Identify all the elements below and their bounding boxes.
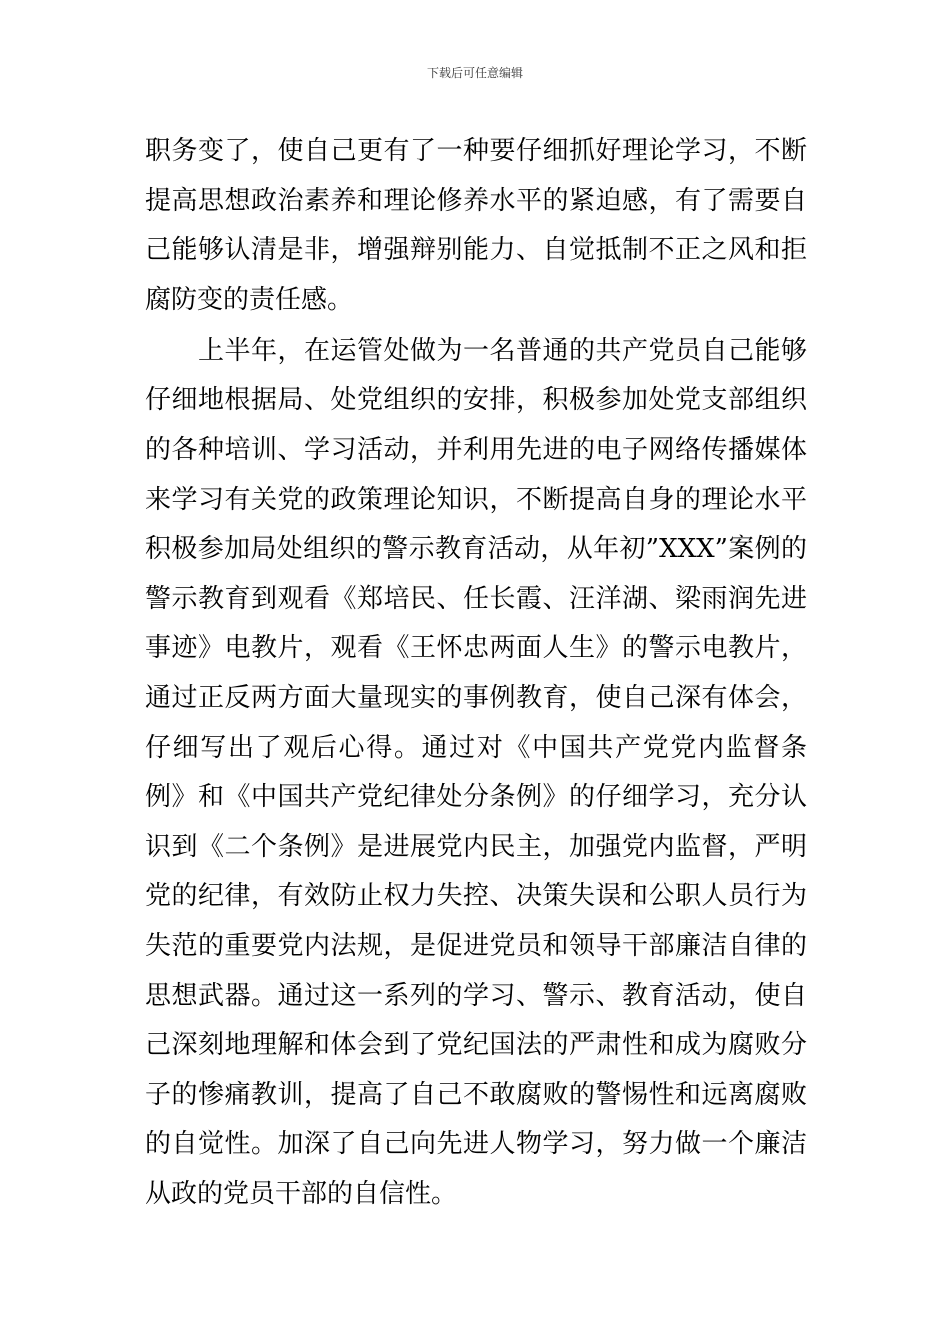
text-line: 职务变了，使自己更有了一种要仔细抓好理论学习，不断 — [145, 136, 807, 166]
text-line: 腐防变的责任感。 — [145, 284, 354, 315]
text-line: 己深刻地理解和体会到了党纪国法的严肃性和成为腐败分 — [145, 1030, 807, 1061]
text-line: 仔细写出了观后心得。通过对《中国共产党党内监督条 — [145, 732, 807, 763]
paragraph-2 — [145, 327, 807, 1220]
text-line: 识到《二个条例》是进展党内民主，加强党内监督，严明 — [145, 831, 807, 862]
text-line: 事迹》电教片，观看《王怀忠两面人生》的警示电教片， — [145, 633, 807, 664]
text-line: 仔细地根据局、处党组织的安排，积极参加处党支部组织 — [145, 385, 807, 416]
text-line: 例》和《中国共产党纪律处分条例》的仔细学习，充分认 — [145, 782, 807, 813]
text-line: 己能够认清是非，增强辩别能力、自觉抵制不正之风和拒 — [145, 235, 807, 266]
page-header-note: 下载后可任意编辑 — [426, 66, 523, 80]
text-line: 的自觉性。加深了自己向先进人物学习，努力做一个廉洁 — [145, 1129, 807, 1160]
document-body — [145, 127, 807, 1220]
text-line: 上半年，在运管处做为一名普通的共产党员自己能够 — [145, 335, 807, 366]
text-line: 失范的重要党内法规，是促进党员和领导干部廉洁自律的 — [145, 931, 807, 961]
text-line: 从政的党员干部的自信性。 — [145, 1178, 458, 1209]
text-line: 子的惨痛教训，提高了自己不敢腐败的警惕性和远离腐败 — [145, 1079, 807, 1110]
text-line: 党的纪律，有效防止权力失控、决策失误和公职人员行为 — [145, 881, 807, 912]
text-line: 通过正反两方面大量现实的事例教育，使自己深有体会， — [145, 683, 807, 714]
text-line: 积极参加局处组织的警示教育活动，从年初”XXX”案例的 — [145, 534, 807, 565]
paragraph-1 — [145, 127, 807, 325]
text-line: 提高思想政治素养和理论修养水平的紧迫感，有了需要自 — [145, 185, 807, 216]
text-line: 的各种培训、学习活动，并利用先进的电子网络传播媒体 — [145, 435, 807, 466]
text-line: 思想武器。通过这一系列的学习、警示、教育活动，使自 — [145, 980, 807, 1011]
text-line: 来学习有关党的政策理论知识，不断提高自身的理论水平 — [145, 484, 807, 515]
text-line: 警示教育到观看《郑培民、任长霞、汪洋湖、梁雨润先进 — [145, 583, 807, 614]
